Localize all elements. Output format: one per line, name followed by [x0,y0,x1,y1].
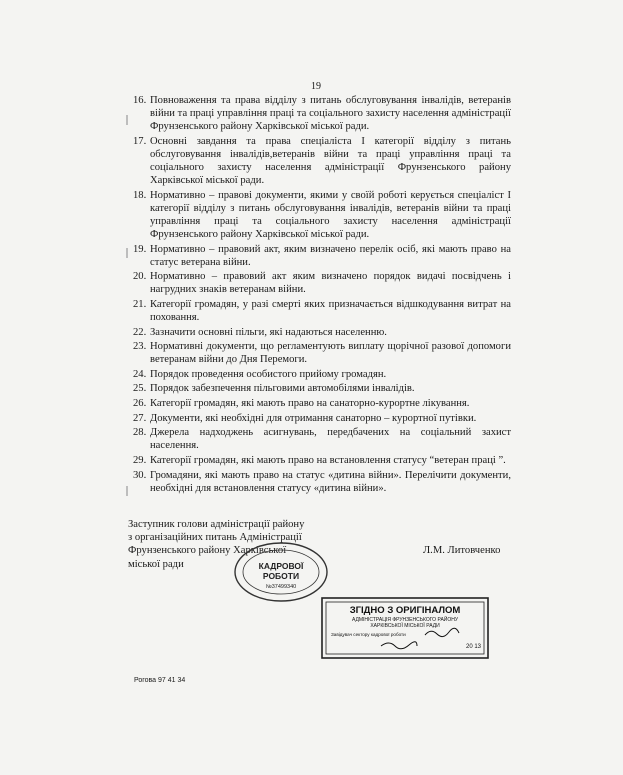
stamp-rect-role: Завідувач сектору кадрової роботи [331,632,406,637]
item-text: Повноваження та права відділу з питань обслуговування інвалідів, ветеранів війни та праці управління праці та соціального захисту населення адміністрації Фрунзенського району Харківської міської ради. [150,95,511,133]
list-item [133,135,511,187]
list-item [133,270,511,296]
item-text: Зазначити основні пільги, які надаються населенню. [150,326,387,338]
list-item [133,426,511,452]
signatory-name: Л.М. Литовченко [423,545,501,556]
item-number: 17. [133,135,147,147]
list-item [133,382,511,395]
handwritten-signature [425,628,459,636]
item-number: 23. [133,341,147,353]
certified-copy-stamp [321,597,489,659]
item-number: 22. [133,326,147,338]
item-text: Джерела надходжень асигнувань, передбачених на соціальний захист населення. [150,427,511,452]
signature-line: Заступник голови адміністрації району [128,519,305,530]
item-number: 30. [133,469,147,481]
item-number: 26. [133,398,147,410]
item-text: Порядок забезпечення пільговими автомобілями інвалідів. [150,383,415,395]
question-list [133,94,511,496]
item-number: 19. [133,243,147,255]
item-text: Нормативно – правовий акт яким визначено порядок видачі посвідчень і нагрудних знаків ветеранам війни. [150,271,511,296]
stamp-rect-org: ХАРКІВСЬКОЇ МІСЬКОЇ РАДИ [370,623,440,629]
list-item [133,326,511,339]
item-text: Основні завдання та права спеціаліста I категорії відділу з питань обслуговування інвалідів,ветеранів війни та праці управління праці та соціального захисту населення адміністрації Фрунзенського району Харківської міської ради. [150,135,511,187]
handwritten-date-mark [381,642,417,649]
margin-mark [126,486,128,496]
list-item [133,189,511,241]
item-text: Нормативно – правові документи, якими у своїй роботі керується спеціаліст I категорії відділу з питань обслуговування інвалідів, ветеранів війни та праці управління праці та соціального захисту населення адміністрації Фрунзенського району Харківської міської ради. [150,189,511,240]
item-text: Громадяни, які мають право на статус «дитина війни». Перелічити документи, необхідні для встановлення статусу «дитина війни». [150,469,511,494]
item-text: Документи, які необхідні для отримання санаторно – курортної путівки. [150,412,477,424]
margin-mark [126,248,128,258]
stamp-rect-title: ЗГІДНО З ОРИГІНАЛОМ [349,605,461,616]
page-number: 19 [311,81,321,92]
item-number: 27. [133,412,147,424]
stamp-subtitle: РОБОТИ [262,571,300,581]
list-item [133,368,511,381]
list-item [133,469,511,495]
item-number: 21. [133,298,147,310]
round-stamp [232,540,330,604]
signature-line: з організаційних питань Адміністрації [128,532,302,544]
list-item [133,454,511,467]
list-item [133,94,511,133]
item-number: 20. [133,271,147,283]
item-number: 24. [133,368,147,380]
item-number: 29. [133,454,147,466]
item-number: 18. [133,189,147,201]
item-text: Нормативні документи, що регламентують виплату щорічної разової допомоги ветеранам війни до Дня Перемоги. [150,341,511,366]
signature-line: Фрунзенського району Харківської [128,545,287,557]
list-item [133,412,511,425]
stamp-rect-date: 20 13 [466,644,482,650]
list-item [133,397,511,410]
list-item [133,298,511,324]
item-text: Категорії громадян, у разі смерті яких призначається відшкодування витрат на поховання. [150,298,511,323]
item-text: Категорії громадян, які мають право на санаторно-курортне лікування. [150,398,470,410]
item-number: 16. [133,95,147,106]
item-text: Порядок проведення особистого прийому громадян. [150,368,387,380]
item-number: 28. [133,427,147,439]
list-item [133,340,511,366]
list-item [133,243,511,269]
stamp-code: №37499340 [265,584,297,590]
margin-mark [126,115,128,125]
item-text: Категорії громадян, які мають право на встановлення статусу “ветеран праці ”. [150,454,506,466]
footer-contact: Рогова 97 41 34 [134,677,186,684]
signature-line: міської ради [128,558,184,570]
stamp-title: КАДРОВОЇ [258,561,304,571]
stamp-rect-org: АДМІНІСТРАЦІЯ ФРУНЗЕНСЬКОГО РАЙОНУ [351,617,459,623]
item-number: 25. [133,383,147,395]
item-text: Нормативно – правовий акт, яким визначено перелік осіб, які мають право на статус ветерана війни. [150,243,511,268]
